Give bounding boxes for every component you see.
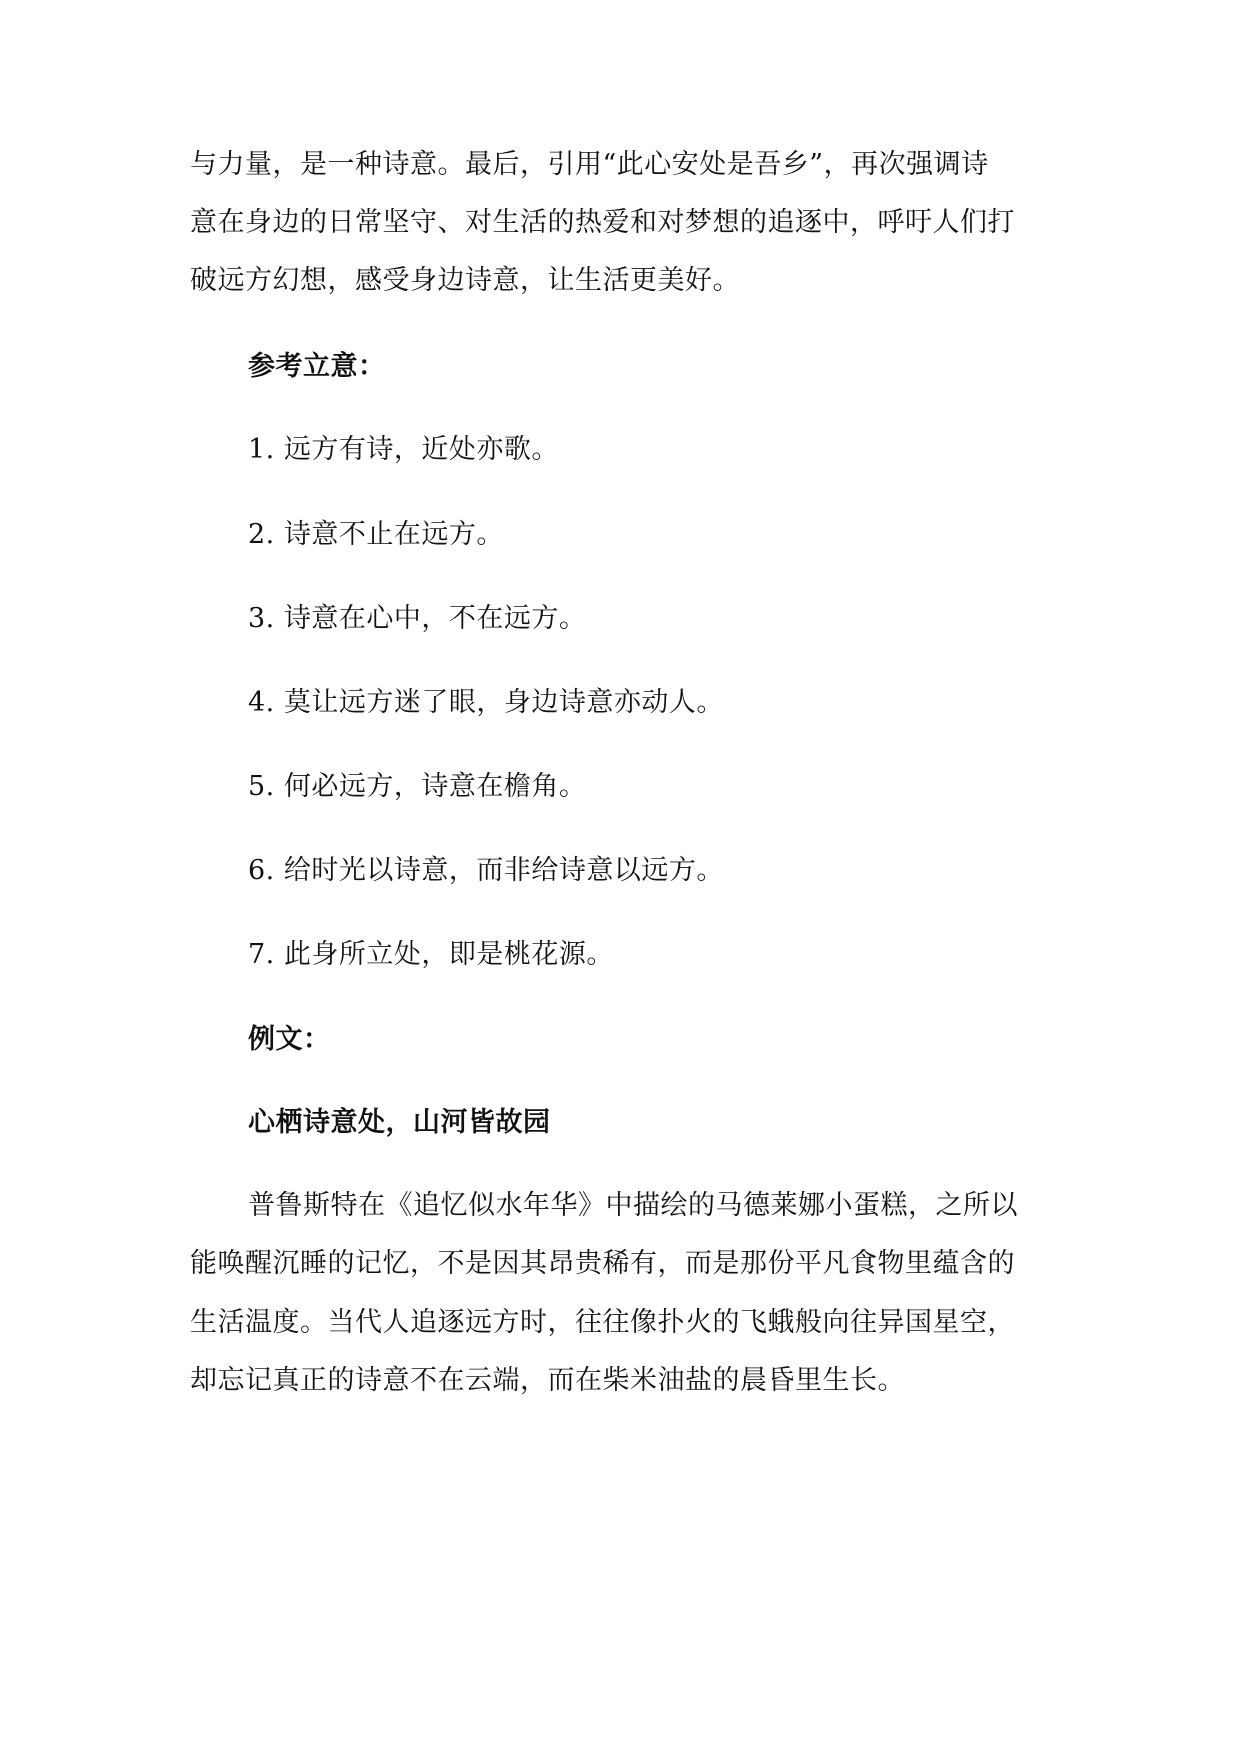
reference-item-1: 1. 远方有诗，近处亦歌。 bbox=[248, 434, 559, 465]
essay-line-4: 却忘记真正的诗意不在云端，而在柴米油盐的晨昏里生长。 bbox=[190, 1365, 905, 1396]
intro-line-2: 意在身边的日常坚守、对生活的热爱和对梦想的追逐中，呼吁人们打 bbox=[190, 207, 1015, 238]
reference-heading: 参考立意： bbox=[248, 351, 386, 382]
reference-item-6: 6. 给时光以诗意，而非给诗意以远方。 bbox=[248, 855, 724, 886]
essay-line-2: 能唤醒沉睡的记忆，不是因其昂贵稀有，而是那份平凡食物里蕴含的 bbox=[190, 1248, 1015, 1279]
intro-line-1: 与力量，是一种诗意。最后，引用“此心安处是吾乡”，再次强调诗 bbox=[190, 149, 989, 180]
essay-line-1: 普鲁斯特在《追忆似水年华》中描绘的马德莱娜小蛋糕，之所以 bbox=[248, 1190, 1018, 1221]
reference-item-2: 2. 诗意不止在远方。 bbox=[248, 519, 504, 550]
reference-item-5: 5. 何必远方，诗意在檐角。 bbox=[248, 771, 587, 802]
reference-item-3: 3. 诗意在心中，不在远方。 bbox=[248, 603, 587, 634]
intro-line-3: 破远方幻想，感受身边诗意，让生活更美好。 bbox=[190, 265, 740, 296]
reference-item-7: 7. 此身所立处，即是桃花源。 bbox=[248, 939, 614, 970]
reference-item-4: 4. 莫让远方迷了眼，身边诗意亦动人。 bbox=[248, 687, 724, 718]
example-heading: 例文： bbox=[248, 1024, 331, 1055]
essay-line-3: 生活温度。当代人追逐远方时，往往像扑火的飞蛾般向往异国星空， bbox=[190, 1307, 1015, 1338]
essay-title: 心栖诗意处，山河皆故园 bbox=[248, 1107, 551, 1138]
